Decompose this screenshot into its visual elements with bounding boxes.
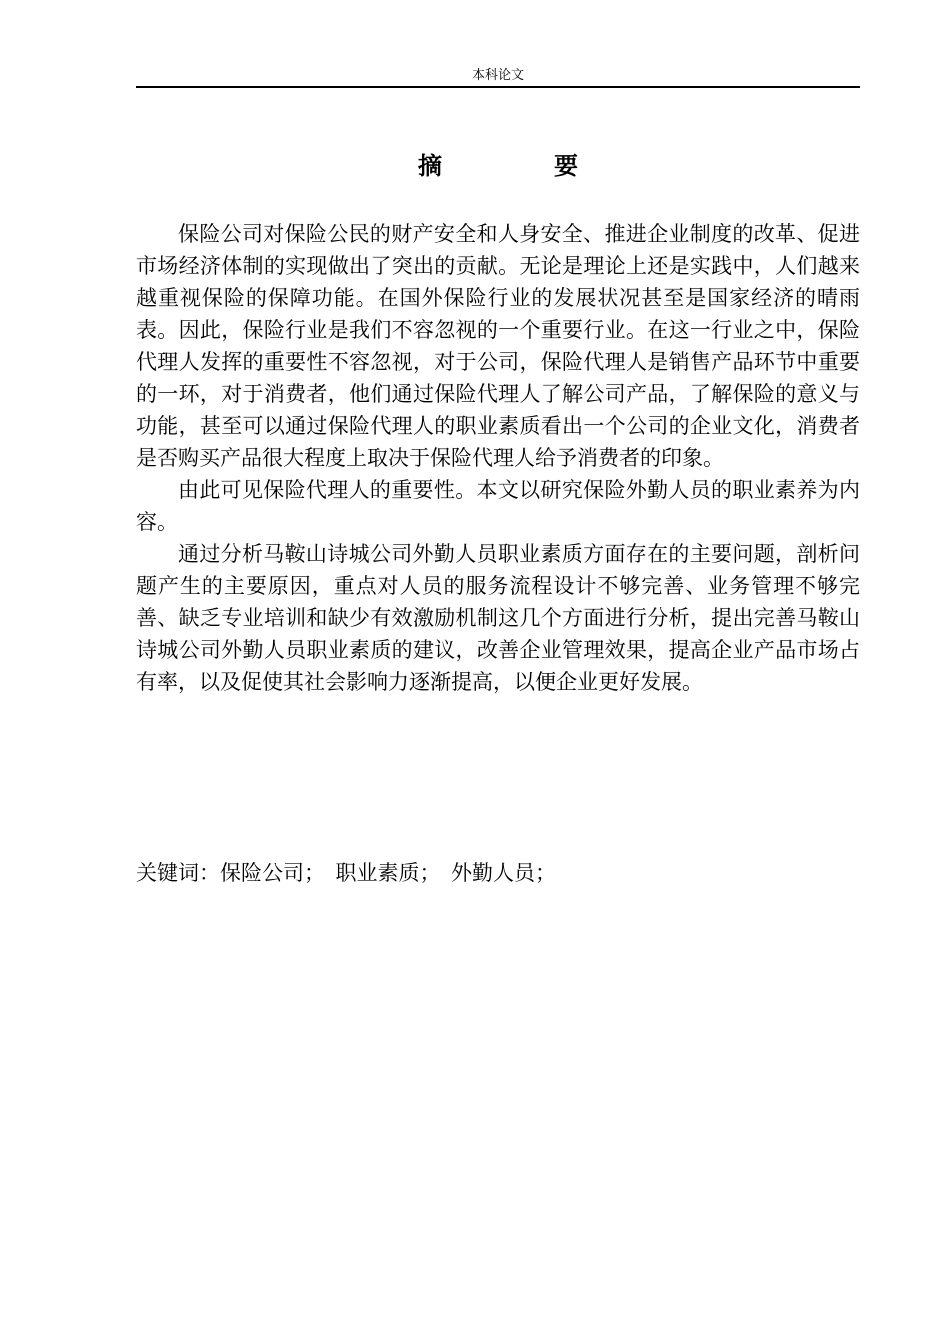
page-header — [136, 64, 860, 88]
abstract-paragraph-2: 由此可见保险代理人的重要性。本文以研究保险外勤人员的职业素养为内容。 — [136, 478, 860, 534]
keywords-line: 关键词：保险公司； 职业素质； 外勤人员； — [136, 861, 556, 885]
abstract-paragraph-1: 保险公司对保险公民的财产安全和人身安全、推进企业制度的改革、促进市场经济体制的实现做出了突出的贡献。无论是理论上还是实践中，人们越来越重视保险的保障功能。在国外保险行业的发展状况甚至是国家经济的晴雨表。因此，保险行业是我们不容忽视的一个重要行业。在这一行业之中，保险代理人发挥的重要性不容忽视，对于公司，保险代理人是销售产品环节中重要的一环，对于消费者，他们通过保险代理人了解公司产品，了解保险的意义与功能，甚至可以通过保险代理人的职业素质看出一个公司的企业文化，消费者是否购买产品很大程度上取决于保险代理人给予消费者的印象。 — [136, 222, 860, 470]
abstract-title: 摘 要 — [418, 151, 622, 180]
header-title: 本科论文 — [471, 68, 524, 83]
abstract-body — [136, 218, 860, 698]
abstract-paragraph-3: 通过分析马鞍山诗城公司外勤人员职业素质方面存在的主要问题，剖析问题产生的主要原因，重点对人员的服务流程设计不够完善、业务管理不够完善、缺乏专业培训和缺少有效激励机制这几个方面进行分析，提出完善马鞍山诗城公司外勤人员职业素质的建议，改善企业管理效果，提高企业产品市场占有率，以及促使其社会影响力逐渐提高，以便企业更好发展。 — [136, 542, 860, 694]
